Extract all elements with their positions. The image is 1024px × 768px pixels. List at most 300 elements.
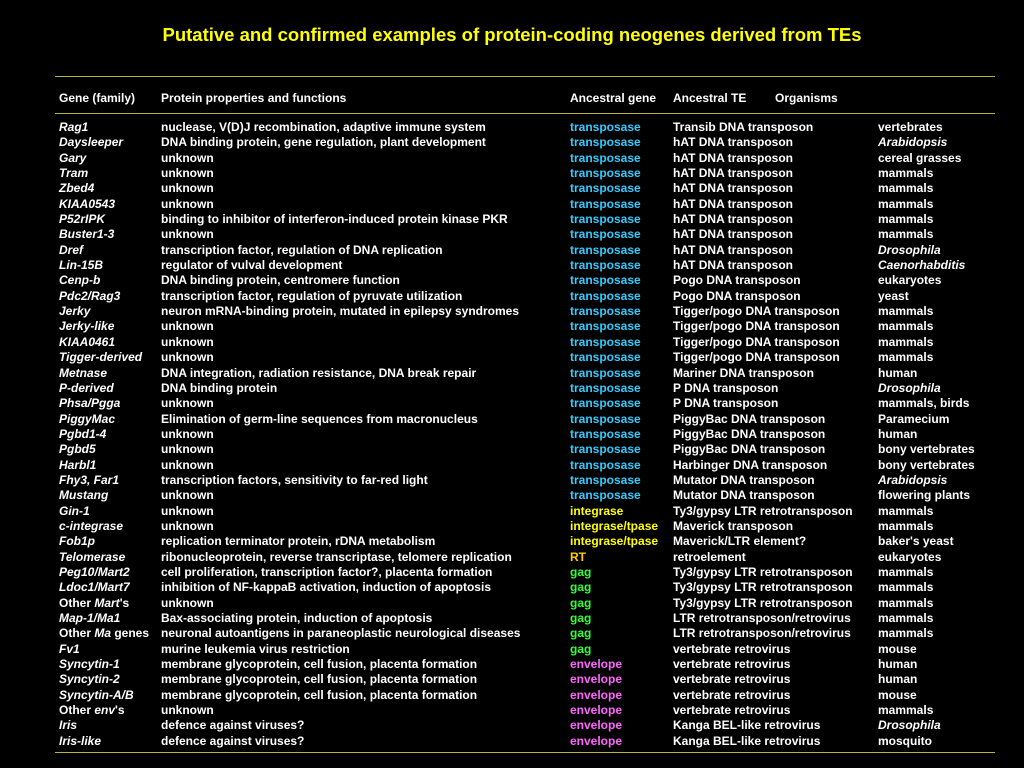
table-row: [0, 596, 1024, 611]
table-row: [0, 550, 1024, 565]
table-row: [0, 442, 1024, 457]
ancestral-te: Maverick transposon: [673, 518, 794, 533]
ancestral-te: hAT DNA transposon: [673, 196, 793, 211]
ancestral-te: Harbinger DNA transposon: [673, 457, 828, 472]
table-row: [0, 166, 1024, 181]
ancestral-te: hAT DNA transposon: [673, 242, 793, 257]
table-row: [0, 396, 1024, 411]
table-row: [0, 366, 1024, 381]
gene-suffix: 's: [119, 595, 130, 610]
page-title: Putative and confirmed examples of protein-coding neogenes derived from TEs: [162, 24, 862, 45]
protein-function: unknown: [161, 350, 214, 365]
table-row: [0, 243, 1024, 258]
gene-symbol: Ldoc1/Mart7: [59, 580, 130, 595]
gene-name: [59, 734, 101, 749]
ancestral-gene: gag: [570, 611, 592, 625]
gene-name: [59, 319, 114, 334]
ancestral-te: vertebrate retrovirus: [673, 703, 791, 718]
table-row: [0, 427, 1024, 442]
protein-function: nuclease, V(D)J recombination, adaptive immune system: [161, 120, 486, 134]
table-row: [0, 304, 1024, 319]
ancestral-te: Ty3/gypsy LTR retrotransposon: [673, 580, 853, 595]
protein-function: defence against viruses?: [161, 718, 305, 733]
gene-symbol: Zbed4: [59, 181, 95, 196]
gene-symbol: Buster1-3: [59, 227, 115, 242]
table-row: [0, 672, 1024, 687]
gene-name: [59, 197, 115, 212]
protein-function: unknown: [161, 442, 214, 457]
protein-function: unknown: [161, 457, 214, 472]
protein-function: unknown: [161, 595, 214, 610]
ancestral-gene: transposase: [570, 426, 641, 441]
gene-symbol: Daysleeper: [59, 135, 124, 150]
ancestral-gene: integrase/tpase: [570, 534, 659, 549]
gene-name: [59, 350, 142, 365]
ancestral-te: retroelement: [673, 549, 746, 564]
table-row: [0, 335, 1024, 350]
table-row: [0, 626, 1024, 641]
gene-name: [59, 504, 90, 519]
protein-function: unknown: [161, 334, 214, 349]
organisms: baker's yeast: [878, 534, 954, 549]
table-row: [0, 227, 1024, 242]
ancestral-gene: transposase: [570, 442, 641, 457]
ancestral-te: P DNA transposon: [673, 380, 779, 395]
gene-symbol: PiggyMac: [59, 411, 116, 426]
ancestral-gene: transposase: [570, 212, 641, 227]
ancestral-gene: integrase/tpase: [570, 518, 659, 533]
ancestral-te: vertebrate retrovirus: [673, 657, 791, 672]
ancestral-gene: transposase: [570, 166, 641, 181]
ancestral-gene: envelope: [570, 703, 623, 718]
gene-name: [59, 657, 120, 672]
protein-function: regulator of vulval development: [161, 258, 343, 273]
gene-symbol: Pgbd5: [59, 442, 96, 457]
gene-symbol: Phsa/Pgga: [59, 396, 121, 411]
gene-symbol: P-derived: [59, 380, 114, 395]
ancestral-gene: transposase: [570, 472, 641, 487]
table-row: [0, 565, 1024, 580]
ancestral-te: hAT DNA transposon: [673, 166, 793, 181]
gene-name: [59, 151, 86, 166]
organisms: eukaryotes: [878, 273, 942, 288]
organisms: mammals: [878, 227, 934, 242]
table-row: [0, 703, 1024, 718]
ancestral-gene: transposase: [570, 288, 641, 303]
ancestral-gene: transposase: [570, 380, 641, 395]
ancestral-te: Ty3/gypsy LTR retrotransposon: [673, 595, 853, 610]
organisms: human: [878, 672, 918, 687]
header-ancestral-te: Ancestral TE: [673, 91, 747, 105]
ancestral-te: LTR retrotransposon/retrovirus: [673, 626, 851, 641]
table-row: [0, 504, 1024, 519]
gene-symbol: Fv1: [59, 641, 80, 656]
gene-symbol: Tram: [59, 166, 89, 181]
organisms: Paramecium: [878, 411, 950, 426]
table-header: [0, 90, 1024, 106]
ancestral-te: vertebrate retrovirus: [673, 641, 791, 656]
ancestral-te: PiggyBac DNA transposon: [673, 411, 826, 426]
organisms: mosquito: [878, 733, 932, 748]
ancestral-te: Tigger/pogo DNA transposon: [673, 334, 840, 349]
gene-name: [59, 626, 149, 641]
table-row: [0, 458, 1024, 473]
ancestral-te: Tigger/pogo DNA transposon: [673, 350, 840, 365]
gene-symbol: Gin-1: [59, 503, 90, 518]
gene-name: [59, 519, 123, 534]
header-gene: Gene (family): [59, 91, 136, 105]
gene-name: [59, 366, 107, 381]
ancestral-gene: transposase: [570, 411, 641, 426]
gene-name: [59, 442, 96, 457]
gene-symbol: Telomerase: [59, 549, 126, 564]
gene-name: [59, 335, 115, 350]
protein-function: Elimination of germ-line sequences from macronucleus: [161, 411, 478, 426]
protein-function: defence against viruses?: [161, 733, 305, 748]
organisms: mammals: [878, 626, 934, 641]
organisms: mammals: [878, 304, 934, 319]
ancestral-gene: gag: [570, 626, 592, 641]
ancestral-te: Pogo DNA transposon: [673, 273, 801, 288]
organisms: mammals: [878, 564, 934, 579]
gene-symbol: Pgbd1-4: [59, 426, 107, 441]
gene-name: [59, 458, 96, 473]
table-row: [0, 350, 1024, 365]
table-row: [0, 718, 1024, 733]
ancestral-te: Tigger/pogo DNA transposon: [673, 319, 840, 334]
organisms: human: [878, 657, 918, 672]
organisms: mammals: [878, 196, 934, 211]
table-row: [0, 181, 1024, 196]
organisms: mammals, birds: [878, 396, 970, 411]
gene-name: [59, 427, 106, 442]
ancestral-gene: envelope: [570, 718, 623, 733]
organisms: human: [878, 426, 918, 441]
gene-symbol: Mustang: [59, 488, 109, 503]
gene-name: [59, 181, 94, 196]
protein-function: unknown: [161, 150, 214, 165]
organisms: mammals: [878, 595, 934, 610]
gene-name: [59, 396, 120, 411]
gene-name: [59, 273, 100, 288]
gene-name: [59, 120, 88, 135]
gene-suffix: 's: [115, 703, 125, 718]
table-row: [0, 289, 1024, 304]
gene-symbol: Syncytin-A/B: [59, 687, 134, 702]
gene-name: [59, 381, 114, 396]
organisms: mammals: [878, 503, 934, 518]
gene-symbol: env: [94, 703, 116, 718]
protein-function: DNA binding protein: [161, 380, 278, 395]
ancestral-te: Maverick/LTR element?: [673, 534, 807, 549]
ancestral-gene: transposase: [570, 227, 641, 242]
organisms: mammals: [878, 350, 934, 365]
protein-function: unknown: [161, 703, 214, 718]
table-row: [0, 381, 1024, 396]
protein-function: neuron mRNA-binding protein, mutated in epilepsy syndromes: [161, 304, 520, 319]
protein-function: binding to inhibitor of interferon-induced protein kinase PKR: [161, 212, 508, 227]
ancestral-gene: transposase: [570, 196, 641, 211]
ancestral-gene: envelope: [570, 657, 623, 672]
gene-prefix: Other: [59, 626, 95, 641]
ancestral-te: Kanga BEL-like retrovirus: [673, 718, 821, 733]
gene-symbol: c-integrase: [59, 518, 124, 533]
gene-name: [59, 166, 88, 181]
organisms: mouse: [878, 687, 917, 702]
gene-name: [59, 243, 83, 258]
organisms: mammals: [878, 580, 934, 595]
ancestral-gene: transposase: [570, 181, 641, 196]
organisms: mammals: [878, 166, 934, 181]
organisms: Arabidopsis: [878, 135, 948, 150]
table-row: [0, 412, 1024, 427]
gene-symbol: Pdc2/Rag3: [59, 288, 121, 303]
protein-function: unknown: [161, 518, 214, 533]
ancestral-gene: gag: [570, 564, 592, 579]
header-rule: [55, 113, 995, 114]
header-ancestral-gene: Ancestral gene: [570, 91, 657, 105]
ancestral-gene: transposase: [570, 242, 641, 257]
ancestral-te: LTR retrotransposon/retrovirus: [673, 611, 851, 625]
gene-symbol: Ma: [94, 626, 112, 641]
ancestral-te: hAT DNA transposon: [673, 135, 793, 150]
ancestral-te: vertebrate retrovirus: [673, 672, 791, 687]
organisms: bony vertebrates: [878, 442, 975, 457]
gene-symbol: Fhy3, Far1: [59, 472, 120, 487]
gene-name: [59, 412, 115, 427]
protein-function: unknown: [161, 181, 214, 196]
protein-function: Bax-associating protein, induction of apoptosis: [161, 611, 433, 625]
gene-symbol: Gary: [59, 150, 87, 165]
organisms: Arabidopsis: [878, 472, 948, 487]
ancestral-gene: transposase: [570, 150, 641, 165]
gene-symbol: Peg10/Mart2: [59, 564, 130, 579]
ancestral-gene: transposase: [570, 319, 641, 334]
ancestral-gene: gag: [570, 641, 592, 656]
protein-function: membrane glycoprotein, cell fusion, placenta formation: [161, 657, 478, 672]
gene-prefix: Other: [59, 595, 95, 610]
gene-symbol: Lin-15B: [59, 258, 104, 273]
gene-symbol: Jerky: [59, 304, 91, 319]
ancestral-gene: transposase: [570, 135, 641, 150]
protein-function: unknown: [161, 319, 214, 334]
organisms: Caenorhabditis: [878, 258, 966, 273]
organisms: bony vertebrates: [878, 457, 975, 472]
gene-name: [59, 473, 119, 488]
table-body: [0, 120, 1024, 749]
gene-name: [59, 488, 108, 503]
ancestral-te: Ty3/gypsy LTR retrotransposon: [673, 503, 853, 518]
gene-symbol: Mart: [94, 595, 120, 610]
gene-symbol: Cenp-b: [59, 273, 101, 288]
gene-name: [59, 212, 105, 227]
gene-name: [59, 227, 114, 242]
organisms: Drosophila: [878, 380, 941, 395]
organisms: mammals: [878, 334, 934, 349]
ancestral-te: vertebrate retrovirus: [673, 687, 791, 702]
protein-function: inhibition of NF-kappaB activation, induction of apoptosis: [161, 580, 491, 595]
ancestral-gene: RT: [570, 549, 586, 564]
gene-name: [59, 642, 80, 657]
gene-symbol: Jerky-like: [59, 319, 115, 334]
organisms: mammals: [878, 319, 934, 334]
protein-function: unknown: [161, 396, 214, 411]
protein-function: DNA binding protein, centromere function: [161, 273, 400, 288]
protein-function: unknown: [161, 503, 214, 518]
ancestral-te: Ty3/gypsy LTR retrotransposon: [673, 564, 853, 579]
organisms: vertebrates: [878, 120, 943, 134]
gene-name: [59, 703, 125, 718]
gene-name: [59, 534, 95, 549]
ancestral-gene: transposase: [570, 396, 641, 411]
gene-symbol: Map-1/Ma1: [59, 611, 121, 625]
table-row: [0, 258, 1024, 273]
protein-function: transcription factors, sensitivity to far-red light: [161, 472, 428, 487]
ancestral-te: Mutator DNA transposon: [673, 472, 815, 487]
ancestral-te: Transib DNA transposon: [673, 120, 814, 134]
ancestral-te: hAT DNA transposon: [673, 181, 793, 196]
ancestral-te: hAT DNA transposon: [673, 150, 793, 165]
gene-name: [59, 289, 120, 304]
ancestral-te: Mutator DNA transposon: [673, 488, 815, 503]
gene-name: [59, 580, 130, 595]
ancestral-te: hAT DNA transposon: [673, 258, 793, 273]
table-row: [0, 688, 1024, 703]
gene-symbol: Iris: [59, 718, 78, 733]
gene-symbol: KIAA0461: [59, 334, 116, 349]
organisms: human: [878, 365, 918, 380]
protein-function: unknown: [161, 426, 214, 441]
organisms: flowering plants: [878, 488, 971, 503]
organisms: mouse: [878, 641, 917, 656]
gene-name: [59, 611, 120, 626]
gene-symbol: Syncytin-1: [59, 657, 120, 672]
table-row: [0, 197, 1024, 212]
gene-symbol: Fob1p: [59, 534, 95, 549]
gene-symbol: P52rIPK: [59, 212, 106, 227]
ancestral-te: Tigger/pogo DNA transposon: [673, 304, 840, 319]
table-row: [0, 120, 1024, 135]
ancestral-gene: transposase: [570, 273, 641, 288]
table-row: [0, 319, 1024, 334]
ancestral-te: PiggyBac DNA transposon: [673, 426, 826, 441]
gene-symbol: Metnase: [59, 365, 108, 380]
gene-symbol: KIAA0543: [59, 196, 116, 211]
protein-function: replication terminator protein, rDNA metabolism: [161, 534, 436, 549]
gene-symbol: Harbl1: [59, 457, 97, 472]
protein-function: transcription factor, regulation of DNA replication: [161, 242, 443, 257]
ancestral-gene: envelope: [570, 733, 623, 748]
table-row: [0, 151, 1024, 166]
ancestral-gene: envelope: [570, 687, 623, 702]
table-row: [0, 519, 1024, 534]
gene-symbol: Rag1: [59, 120, 89, 134]
protein-function: ribonucleoprotein, reverse transcriptase, telomere replication: [161, 549, 512, 564]
ancestral-gene: gag: [570, 595, 592, 610]
protein-function: DNA binding protein, gene regulation, plant development: [161, 135, 486, 150]
organisms: cereal grasses: [878, 150, 962, 165]
ancestral-gene: transposase: [570, 350, 641, 365]
table-row: [0, 273, 1024, 288]
protein-function: unknown: [161, 166, 214, 181]
table-row: [0, 212, 1024, 227]
table-row: [0, 488, 1024, 503]
ancestral-te: hAT DNA transposon: [673, 212, 793, 227]
gene-symbol: Tigger-derived: [59, 350, 143, 365]
table-row: [0, 534, 1024, 549]
organisms: mammals: [878, 611, 934, 625]
gene-name: [59, 565, 130, 580]
ancestral-gene: transposase: [570, 457, 641, 472]
ancestral-gene: gag: [570, 580, 592, 595]
organisms: mammals: [878, 703, 934, 718]
ancestral-gene: transposase: [570, 304, 641, 319]
gene-name: [59, 258, 103, 273]
header-organisms: Organisms: [775, 91, 838, 105]
table-row: [0, 657, 1024, 672]
protein-function: unknown: [161, 196, 214, 211]
gene-name: [59, 718, 77, 733]
gene-symbol: Dref: [59, 242, 84, 257]
protein-function: membrane glycoprotein, cell fusion, placenta formation: [161, 687, 478, 702]
ancestral-te: Pogo DNA transposon: [673, 288, 801, 303]
gene-name: [59, 550, 125, 565]
ancestral-gene: transposase: [570, 120, 641, 134]
organisms: mammals: [878, 212, 934, 227]
ancestral-gene: integrase: [570, 503, 624, 518]
organisms: yeast: [878, 288, 909, 303]
gene-symbol: Iris-like: [59, 733, 102, 748]
header-protein: Protein properties and functions: [161, 91, 347, 105]
gene-prefix: Other: [59, 703, 95, 718]
table-row: [0, 734, 1024, 749]
gene-symbol: Syncytin-2: [59, 672, 120, 687]
ancestral-te: hAT DNA transposon: [673, 227, 793, 242]
ancestral-te: PiggyBac DNA transposon: [673, 442, 826, 457]
gene-name: [59, 688, 134, 703]
organisms: Drosophila: [878, 718, 941, 733]
protein-function: neuronal autoantigens in paraneoplastic neurological diseases: [161, 626, 521, 641]
table-row: [0, 611, 1024, 626]
ancestral-gene: transposase: [570, 488, 641, 503]
ancestral-gene: transposase: [570, 258, 641, 273]
ancestral-te: Kanga BEL-like retrovirus: [673, 733, 821, 748]
ancestral-gene: transposase: [570, 334, 641, 349]
gene-name: [59, 135, 123, 150]
protein-function: transcription factor, regulation of pyruvate utilization: [161, 288, 463, 303]
protein-function: murine leukemia virus restriction: [161, 641, 350, 656]
table-row: [0, 642, 1024, 657]
protein-function: unknown: [161, 488, 214, 503]
ancestral-te: Mariner DNA transposon: [673, 365, 814, 380]
ancestral-gene: transposase: [570, 365, 641, 380]
bottom-rule: [55, 752, 995, 753]
gene-name: [59, 672, 120, 687]
organisms: mammals: [878, 518, 934, 533]
organisms: eukaryotes: [878, 549, 942, 564]
ancestral-te: P DNA transposon: [673, 396, 779, 411]
top-rule: [55, 76, 995, 77]
protein-function: membrane glycoprotein, cell fusion, placenta formation: [161, 672, 478, 687]
protein-function: unknown: [161, 227, 214, 242]
gene-suffix: genes: [111, 626, 150, 641]
gene-name: [59, 304, 90, 319]
gene-name: [59, 596, 129, 611]
ancestral-gene: envelope: [570, 672, 623, 687]
organisms: mammals: [878, 181, 934, 196]
table-row: [0, 580, 1024, 595]
table-row: [0, 473, 1024, 488]
